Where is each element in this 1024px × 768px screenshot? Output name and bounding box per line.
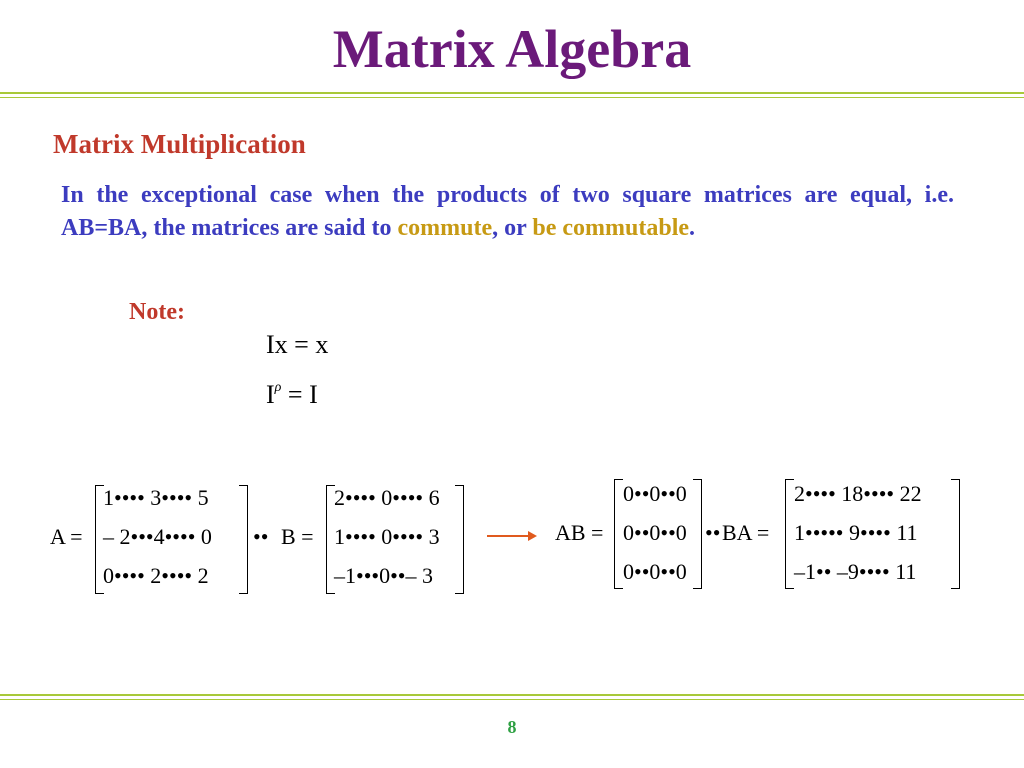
matrix-a-right-bracket — [239, 485, 248, 594]
bottom-rule-thin — [0, 699, 1024, 700]
identity-equation-1: Ix = x — [266, 330, 329, 359]
eq2-rhs: = I — [287, 380, 318, 409]
slide-title: Matrix Algebra — [332, 19, 692, 79]
implies-arrow — [487, 535, 531, 537]
matrix-separator: •• — [253, 524, 269, 549]
identity-equation-2 — [266, 380, 318, 410]
para-text-1: In the exceptional case when the products of two square matrices are equal, i.e. AB=BA, the matrices are said to — [61, 182, 954, 241]
matrix-a-row: – 2•••4•••• 0 — [103, 524, 212, 549]
matrix-b-row: –1•••0••– 3 — [334, 563, 434, 588]
eq2-superscript: ρ — [274, 380, 282, 395]
matrix-a-row: 0•••• 2•••• 2 — [103, 563, 209, 588]
matrix-b-label: B = — [281, 524, 314, 549]
page-number: 8 — [507, 717, 517, 737]
term-be-commutable: be commutable — [532, 215, 690, 241]
matrix-ab-left-bracket — [614, 479, 623, 589]
matrix-b-right-bracket — [455, 485, 464, 594]
matrix-ab-row: 0••0••0 — [623, 481, 687, 506]
matrix-ba-label: BA = — [722, 520, 770, 545]
matrix-ab-right-bracket — [693, 479, 702, 589]
matrix-ba-row: –1•• –9•••• 11 — [794, 559, 917, 584]
definition-paragraph — [61, 179, 954, 245]
note-label: Note: — [129, 299, 185, 325]
matrix-a-label: A = — [50, 524, 83, 549]
arrow-head-icon — [528, 531, 537, 541]
bottom-rule — [0, 694, 1024, 696]
para-text-3: . — [689, 215, 696, 241]
matrix-ab-row: 0••0••0 — [623, 559, 687, 584]
eq2-base: I — [266, 380, 275, 409]
matrix-separator: •• — [705, 520, 721, 545]
term-commute: commute — [397, 215, 493, 241]
matrix-ba-row: 2•••• 18•••• 22 — [794, 481, 922, 506]
matrix-a-row: 1•••• 3•••• 5 — [103, 485, 209, 510]
top-rule-thin — [0, 97, 1024, 98]
matrix-ab-label: AB = — [555, 520, 604, 545]
matrix-b-row: 1•••• 0•••• 3 — [334, 524, 440, 549]
para-text-2: , or — [492, 215, 533, 241]
matrix-ba-left-bracket — [785, 479, 794, 589]
matrix-ba-right-bracket — [951, 479, 960, 589]
top-rule — [0, 92, 1024, 94]
section-subtitle: Matrix Multiplication — [53, 129, 306, 159]
matrix-b-row: 2•••• 0•••• 6 — [334, 485, 440, 510]
matrix-ba-row: 1••••• 9•••• 11 — [794, 520, 918, 545]
matrix-ab-row: 0••0••0 — [623, 520, 687, 545]
